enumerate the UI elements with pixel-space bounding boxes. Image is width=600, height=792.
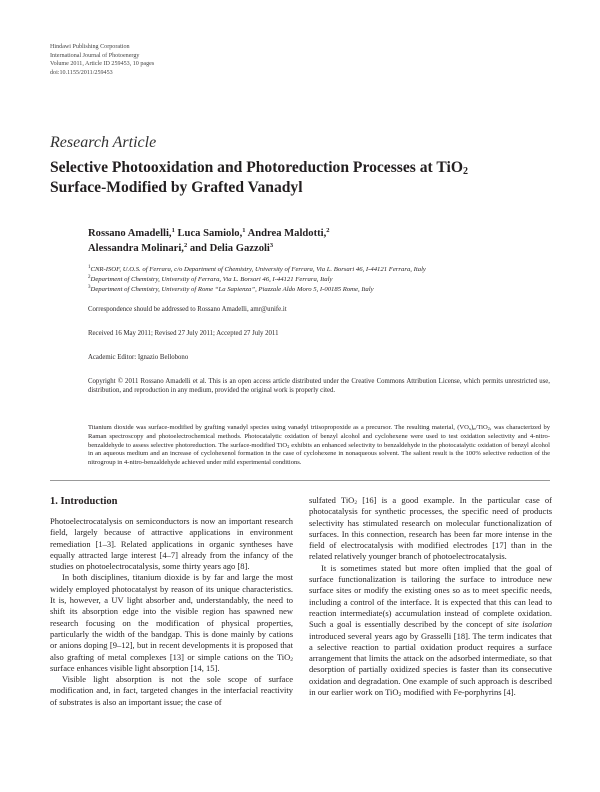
author-affiliation-mark: 2 [183, 242, 188, 249]
section-divider [50, 480, 550, 481]
author-name: Andrea Maldotti, [245, 228, 327, 239]
journal-header [50, 43, 154, 77]
article-dates: Received 16 May 2011; Revised 27 July 2011; Accepted 27 July 2011 [88, 330, 279, 337]
author-name: Alessandra Molinari, [88, 243, 184, 254]
body-text: [16] is a good example. In the particular case of photocatalysis for synthetic processes, the specific need of products selectivity has stimulated research on molecular functionalization of surfaces. In this connection, research has been far more intense in the field of electrocatalysis with modified electrodes [17] than in the related relatively younger branch of photoelectrocatalysis. [309, 495, 552, 562]
body-text: modified with Fe-porphyrins [4]. [401, 687, 516, 698]
abstract-subscript: x [468, 426, 472, 431]
body-paragraph [50, 572, 293, 674]
author-affiliation-mark: 1 [171, 227, 175, 234]
article-type: Research Article [50, 134, 157, 151]
body-subscript: 2 [354, 500, 358, 506]
abstract-text: Titanium dioxide was surface-modified by grafting vanadyl species using vanadyl triisopropoxide as a precursor. The resulting material, (VO [88, 424, 469, 431]
volume-info: Volume 2011, Article ID 259453, 10 pages [50, 61, 155, 68]
abstract-text: exhibits an enhanced selectivity to benzaldehyde in the photocatalytic oxidation of benzyl alcohol in an aqueous medium and an increase of cyclohexenol formation in the case of cyclohexene in nonaqueous solvent. The salient result is the 100% selective reduction of the nitrogroup in 4-nitro-benzaldehyde achieved under mild experimental conditions. [88, 441, 550, 467]
doi-link[interactable]: doi:10.1155/2011/259453 [50, 69, 113, 76]
body-column-right [309, 495, 552, 698]
abstract-subscript: 2 [287, 443, 290, 449]
abstract-subscript: n [473, 426, 476, 431]
publisher-line: Hindawi Publishing Corporation [50, 44, 130, 50]
body-paragraph: Visible light absorption is not the sole scope of surface modification and, in fact, targeted changes in the interfacial reactivity of substrates is also an important issue; the case of [50, 674, 293, 707]
title-subscript: 2 [462, 166, 468, 177]
body-text: sulfated TiO [309, 495, 355, 505]
journal-name: International Journal of Photoenergy [50, 52, 140, 59]
body-subscript: 2 [398, 692, 402, 699]
copyright-notice: Copyright © 2011 Rossano Amadelli et al. This is an open access article distributed under the Creative Commons Attribution License, which permits unrestricted use, distribution, and reproduction in any medium, provided the original work is properly cited. [88, 378, 550, 394]
author-name: and Delia Gazzoli [187, 243, 270, 254]
abstract-text: /TiO [475, 424, 488, 431]
affiliation-text: Department of Chemistry, University of Rome “La Sapienza”, Piazzale Aldo Moro 5, I-00185 Rome, Italy [90, 286, 374, 293]
affiliation-number: 1 [88, 265, 91, 270]
affiliation-text: Department of Chemistry, University of Ferrara, Via L. Borsari 46, I-44121 Ferrara, Italy [90, 276, 333, 283]
body-text: surface enhances visible light absorption [14, 15]. [50, 662, 220, 673]
body-subscript: 2 [290, 656, 293, 663]
affiliation-item [88, 285, 550, 295]
author-name: Rossano Amadelli, [88, 228, 172, 239]
affiliation-number: 3 [88, 285, 91, 290]
affiliation-item [88, 265, 550, 275]
academic-editor: Academic Editor: Ignazio Bellobono [88, 354, 189, 361]
affiliation-text: CNR-ISOF, U.O.S. of Ferrara, c/o Department of Chemistry, University of Ferrara, Via L. Borsari 46, I-44121 Ferrara, Italy [90, 266, 426, 273]
body-emphasis: site isolation [506, 619, 552, 630]
author-affiliation-mark: 1 [242, 227, 246, 234]
correspondence-note: Correspondence should be addressed to Rossano Amadelli, amr@unife.it [88, 306, 287, 313]
abstract-text: , was characterized by Raman spectroscopy and photoelectrochemical methods. Photocatalytic oxidation of benzyl alcohol and cyclohexene were used to test oxidation selectivity and 4-nitro-benzaldehyde to assess selective photoreduction. The surface-modified TiO [88, 424, 550, 449]
body-text: In both disciplines, titanium dioxide is by far and large the most widely employed photocatalyst by reason of its unique characteristics. It is, however, a UV light absorber and, understandably, the need to shift its absorption edge into the visible region has spawned new research focusing on the modification of physical properties, particularly the width of the bandgap. This is done mainly by cations or anions doping [9–12], but in recent developments it is proposed that also grafting of metal complexes [13] or simple cations on the TiO [50, 572, 293, 662]
body-column-left [50, 495, 293, 708]
body-paragraph: Photoelectrocatalysis on semiconductors is now an important research field, largely because of attractive applications in environment remediation [1–3]. Related applications in organic syntheses have equally attracted large interest [4–7] already from the infancy of the studies on photoelectrocatalysis, some thirty years ago [8]. [50, 516, 293, 572]
title-line-1: Selective Photooxidation and Photoreduction Processes at TiO [50, 159, 463, 176]
affiliation-item [88, 275, 550, 285]
author-name: Luca Samiolo, [174, 228, 243, 239]
title-line-2: Surface-Modified by Grafted Vanadyl [50, 179, 303, 196]
affiliation-number: 2 [88, 275, 91, 280]
author-affiliation-mark: 2 [326, 227, 330, 234]
affiliation-list [88, 265, 550, 295]
abstract-text: ) [471, 424, 474, 431]
abstract [88, 424, 550, 468]
section-heading: 1. Introduction [50, 496, 118, 507]
body-text: introduced several years ago by Grasselli [18]. The term indicates that a selective reaction to partial oxidation product requires a surface arrangement that limits the attack on the adsorbed intermediate, so that desorption of partially oxidized species is faster than its consecutive oxidation and degradation. One example of such approach is described in our earlier work on TiO [309, 630, 552, 698]
body-paragraph [309, 495, 552, 563]
article-title [50, 158, 560, 198]
body-text: It is sometimes stated but more often implied that the goal of surface functionalization is tailoring the surface to introduce new surface sites or modify the existing ones so as to meet specific needs, including a control of the interface. It is expected that this can lead to reaction intermediate(s) accumulation instead of complete oxidation. Such a goal is essentially described by the concept of [309, 562, 552, 630]
body-paragraph [309, 563, 552, 699]
author-affiliation-mark: 3 [269, 242, 274, 249]
abstract-subscript: 2 [487, 426, 490, 431]
author-list [88, 226, 550, 256]
